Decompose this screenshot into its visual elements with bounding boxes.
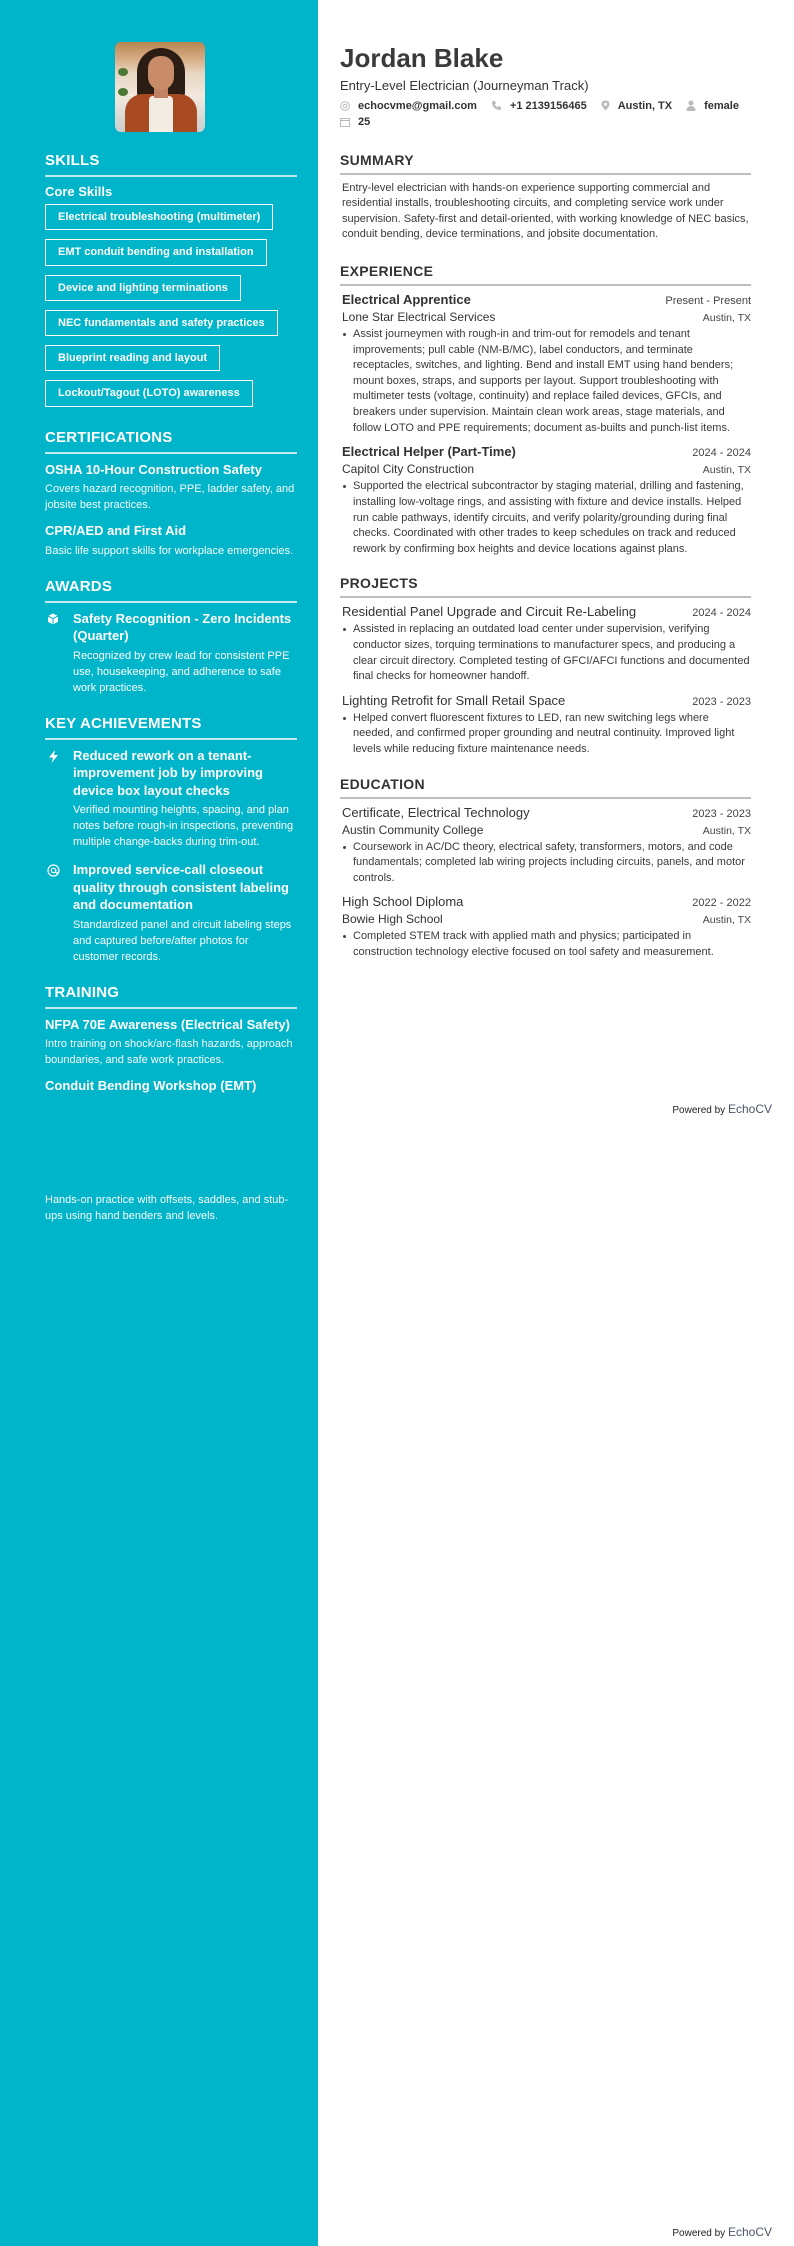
core-skills-subheading: Core Skills bbox=[45, 184, 113, 199]
education-date: 2023 - 2023 bbox=[692, 807, 751, 820]
lightning-icon bbox=[45, 747, 61, 851]
skills-section bbox=[45, 152, 296, 407]
powered-by-footer bbox=[672, 1102, 772, 1116]
powered-by-footer bbox=[672, 2225, 772, 2239]
candidate-name: Jordan Blake bbox=[340, 43, 504, 73]
phone-text: +1 2139156465 bbox=[509, 99, 587, 112]
job-bullets bbox=[342, 479, 751, 557]
summary-text: Entry-level electrician with hands-on experience supporting commercial and residential installs, troubleshooting circuits, and completing service work under supervision. Safety-first and detail-oriented, with working knowledge of NEC basics, conduit bending, device terminations, and jobsite documentation. bbox=[342, 181, 749, 241]
summary-heading: SUMMARY bbox=[340, 152, 751, 175]
age-text: 25 bbox=[358, 115, 371, 128]
photo-wrapper bbox=[45, 42, 296, 132]
brand-link[interactable]: EchoCV bbox=[727, 2225, 772, 2239]
powered-by-label: Powered by bbox=[672, 1105, 726, 1116]
contact-phone[interactable] bbox=[491, 100, 587, 112]
at-icon bbox=[45, 861, 61, 965]
bullet-item: Supported the electrical subcontractor by staging material, drilling and fastening, installing low-voltage rings, and assisting with fixture and device installs. Helped run cable pathways, identify circuits, and verify polarity/grounding during final checks. Coordinated with other trades to keep schedules on track and reduced rework by confirming box heights and device locations against plans. bbox=[342, 479, 751, 557]
project-entry bbox=[340, 604, 751, 684]
education-entry bbox=[340, 805, 751, 887]
brand-link[interactable]: EchoCV bbox=[727, 1102, 772, 1116]
achievements-heading: KEY ACHIEVEMENTS bbox=[45, 715, 297, 740]
skill-tag: NEC fundamentals and safety practices bbox=[45, 310, 278, 336]
experience-heading: EXPERIENCE bbox=[340, 263, 751, 286]
degree-title: Certificate, Electrical Technology bbox=[342, 804, 530, 820]
skill-tag: EMT conduit bending and installation bbox=[45, 239, 267, 265]
certifications-section bbox=[45, 429, 296, 560]
degree-title: High School Diploma bbox=[342, 894, 464, 910]
photo-shirt bbox=[149, 96, 173, 132]
certification-title: CPR/AED and First Aid bbox=[45, 523, 187, 539]
achievement-title: Improved service-call closeout quality through consistent labeling and documentation bbox=[73, 862, 289, 913]
projects-section bbox=[340, 575, 770, 757]
project-bullets bbox=[342, 622, 751, 684]
job-title: Electrical Helper (Part-Time) bbox=[342, 444, 516, 460]
education-bullets bbox=[342, 929, 751, 960]
skill-tag: Electrical troubleshooting (multimeter) bbox=[45, 204, 273, 230]
school-name: Bowie High School bbox=[342, 912, 443, 927]
cube-icon bbox=[45, 610, 61, 697]
experience-entry bbox=[340, 292, 751, 436]
photo-plant-detail bbox=[118, 88, 128, 96]
summary-section bbox=[340, 152, 770, 243]
bullet-item: Assisted in replacing an outdated load center under supervision, verifying conductor sizes, torquing terminations to manufacturer specs, and producing a clear circuit directory. Completed testing of GFCI/AFCI functions and documented final checks for homeowner handoff. bbox=[342, 622, 751, 684]
achievement-desc: Standardized panel and circuit labeling steps and captured before/after photos for customer records. bbox=[73, 918, 292, 963]
main-content bbox=[318, 0, 794, 2246]
company-name: Lone Star Electrical Services bbox=[342, 310, 496, 325]
projects-heading: PROJECTS bbox=[340, 575, 751, 598]
project-entry bbox=[340, 693, 751, 758]
photo-plant-detail bbox=[118, 68, 128, 76]
person-icon bbox=[686, 100, 696, 111]
phone-icon bbox=[491, 100, 502, 111]
skills-heading: SKILLS bbox=[45, 152, 297, 177]
profile-photo bbox=[115, 42, 205, 132]
skill-tag: Device and lighting terminations bbox=[45, 275, 241, 301]
school-location: Austin, TX bbox=[702, 824, 751, 837]
job-date: 2024 - 2024 bbox=[692, 447, 751, 460]
certification-title: OSHA 10-Hour Construction Safety bbox=[45, 461, 262, 477]
powered-by-label: Powered by bbox=[672, 2228, 726, 2239]
project-date: 2023 - 2023 bbox=[692, 695, 751, 708]
sidebar bbox=[0, 0, 318, 2246]
achievements-section bbox=[45, 715, 296, 966]
location-text: Austin, TX bbox=[617, 99, 673, 112]
certification-desc: Basic life support skills for workplace emergencies. bbox=[45, 544, 294, 557]
bullet-item: Completed STEM track with applied math and physics; participated in construction technology elective focused on tool safety and measurement. bbox=[342, 929, 751, 960]
photo-face bbox=[148, 56, 174, 90]
page-break-gap bbox=[45, 1098, 296, 1193]
calendar-icon bbox=[340, 117, 350, 127]
achievement-desc: Verified mounting heights, spacing, and plan notes before rough-in inspections, preventing multiple change-backs during trim-out. bbox=[73, 804, 294, 849]
candidate-headline: Entry-Level Electrician (Journeyman Track) bbox=[340, 77, 589, 93]
training-title: Conduit Bending Workshop (EMT) bbox=[45, 1077, 257, 1093]
education-section bbox=[340, 776, 770, 961]
education-entry bbox=[340, 894, 751, 960]
training-desc: Hands-on practice with offsets, saddles, and stub-ups using hand benders and levels. bbox=[45, 1194, 289, 1223]
project-bullets bbox=[342, 711, 751, 758]
training-heading: TRAINING bbox=[45, 984, 297, 1009]
experience-section bbox=[340, 263, 770, 557]
contact-location bbox=[601, 100, 672, 112]
contact-email[interactable] bbox=[340, 100, 477, 112]
skill-list bbox=[45, 204, 296, 407]
awards-heading: AWARDS bbox=[45, 578, 297, 603]
job-location: Austin, TX bbox=[702, 464, 751, 477]
school-location: Austin, TX bbox=[702, 914, 751, 927]
experience-entry bbox=[340, 444, 751, 557]
gender-text: female bbox=[704, 99, 739, 112]
school-name: Austin Community College bbox=[342, 822, 484, 837]
award-desc: Recognized by crew lead for consistent PPE use, housekeeping, and adherence to safe work practices. bbox=[73, 649, 290, 694]
skill-tag: Blueprint reading and layout bbox=[45, 345, 220, 371]
certification-desc: Covers hazard recognition, PPE, ladder safety, and jobsite best practices. bbox=[45, 483, 295, 512]
job-location: Austin, TX bbox=[702, 312, 751, 325]
training-section bbox=[45, 984, 296, 1226]
education-date: 2022 - 2022 bbox=[692, 897, 751, 910]
project-date: 2024 - 2024 bbox=[692, 607, 751, 620]
resume-header bbox=[340, 44, 770, 128]
contact-info bbox=[340, 100, 770, 128]
bullet-item: Assist journeymen with rough-in and trim-out for remodels and tenant improvements; pull cable (NM-B/MC), label conductors, and terminate receptacles, switches, and lighting. Bend and install EMT using hand benders; mount boxes, straps, and supports per layout. Support troubleshooting with multimeter tests (voltage, continuity) and replace failed devices, GFCIs, and breakers under supervision. Maintain clean work areas, stage materials, and follow LOTO and PPE requirements; document as-builts and punch-list items. bbox=[342, 327, 751, 436]
email-text: echocvme@gmail.com bbox=[358, 99, 477, 112]
contact-age bbox=[340, 116, 370, 128]
location-pin-icon bbox=[601, 100, 610, 111]
achievement-title: Reduced rework on a tenant-improvement job by improving device box layout checks bbox=[73, 747, 263, 798]
bullet-item: Coursework in AC/DC theory, electrical safety, transformers, motors, and code fundamentals; completed lab wiring projects including circuits, panels, and motor controls. bbox=[342, 840, 751, 887]
awards-section bbox=[45, 578, 296, 697]
project-title: Lighting Retrofit for Small Retail Space bbox=[342, 692, 566, 708]
certifications-heading: CERTIFICATIONS bbox=[45, 429, 297, 454]
achievement-item bbox=[45, 747, 296, 851]
achievement-item bbox=[45, 861, 296, 965]
skill-tag: Lockout/Tagout (LOTO) awareness bbox=[45, 380, 253, 406]
training-title: NFPA 70E Awareness (Electrical Safety) bbox=[45, 1016, 290, 1032]
training-desc: Intro training on shock/arc-flash hazards, approach boundaries, and safe work practices. bbox=[45, 1038, 293, 1066]
education-bullets bbox=[342, 840, 751, 887]
contact-gender bbox=[686, 100, 739, 112]
project-title: Residential Panel Upgrade and Circuit Re-Labeling bbox=[342, 604, 637, 620]
bullet-item: Helped convert fluorescent fixtures to LED, ran new switching legs where needed, and confirmed proper grounding and neutral continuity. Improved light levels while reducing fixture maintenance needs. bbox=[342, 711, 751, 758]
award-title: Safety Recognition - Zero Incidents (Quarter) bbox=[73, 610, 292, 644]
company-name: Capitol City Construction bbox=[342, 462, 475, 477]
education-heading: EDUCATION bbox=[340, 776, 751, 799]
at-icon bbox=[340, 101, 350, 111]
job-title: Electrical Apprentice bbox=[342, 292, 471, 308]
award-item bbox=[45, 610, 296, 697]
job-date: Present - Present bbox=[665, 295, 751, 308]
job-bullets bbox=[342, 327, 751, 436]
